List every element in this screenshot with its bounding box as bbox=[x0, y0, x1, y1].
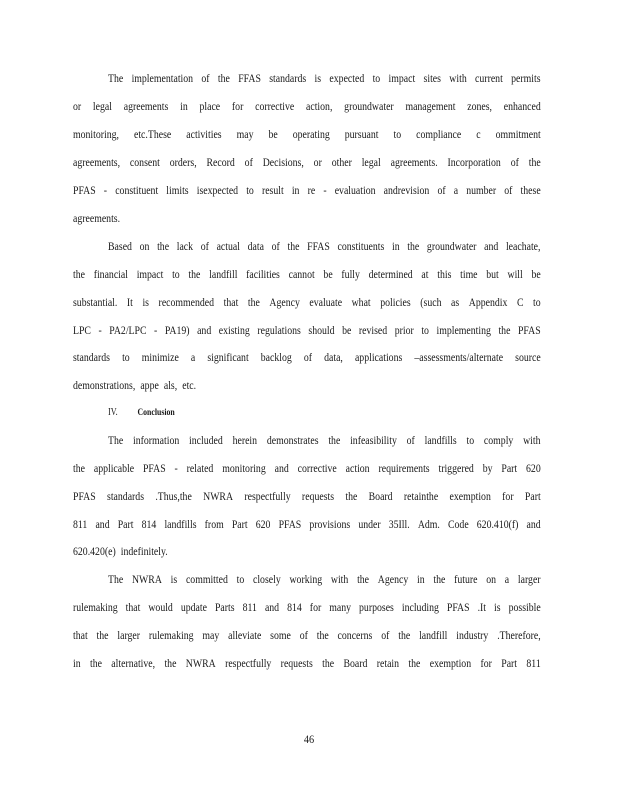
word: by bbox=[482, 463, 493, 475]
word: of bbox=[406, 435, 415, 447]
word: agreements, bbox=[73, 157, 121, 169]
word: consent bbox=[129, 157, 160, 169]
word: for bbox=[502, 491, 514, 503]
word: information bbox=[133, 435, 180, 447]
word: what bbox=[351, 297, 371, 309]
word: significant bbox=[207, 352, 249, 364]
word: the bbox=[96, 630, 109, 642]
text-line: agreements. bbox=[73, 213, 121, 225]
word: applications bbox=[354, 352, 403, 364]
word: alternative, bbox=[111, 658, 156, 670]
section-number: IV. bbox=[108, 407, 118, 418]
word: landfills bbox=[164, 519, 197, 531]
word: a bbox=[504, 574, 510, 586]
word: the bbox=[188, 269, 201, 281]
word: monitoring, bbox=[73, 129, 119, 141]
word: landfill bbox=[419, 630, 448, 642]
word: financial bbox=[93, 269, 128, 281]
word: with bbox=[449, 73, 467, 85]
word: PA19) bbox=[164, 325, 190, 337]
word: respectfully bbox=[225, 658, 272, 670]
word: to bbox=[122, 352, 130, 364]
word: that bbox=[125, 602, 141, 614]
word: a bbox=[453, 185, 459, 197]
word: corrective bbox=[255, 101, 295, 113]
word: Agency bbox=[269, 297, 300, 309]
text-line bbox=[73, 490, 541, 504]
word: - bbox=[323, 185, 327, 197]
word: the bbox=[357, 574, 370, 586]
word: standards bbox=[73, 352, 111, 364]
text-line bbox=[108, 434, 541, 448]
word: facilities bbox=[246, 269, 280, 281]
text-line bbox=[108, 573, 541, 587]
word: rulemaking bbox=[73, 602, 118, 614]
word: agreements. bbox=[390, 157, 438, 169]
word: standards bbox=[269, 73, 307, 85]
word: but bbox=[486, 269, 499, 281]
word: the bbox=[89, 658, 102, 670]
text-line bbox=[73, 351, 541, 365]
word: implementation bbox=[131, 73, 194, 85]
word: landfills bbox=[424, 435, 457, 447]
word: requirements bbox=[378, 463, 430, 475]
word: pursuant bbox=[344, 129, 379, 141]
word: 811 bbox=[526, 658, 541, 670]
word: NWRA bbox=[131, 574, 162, 586]
word: the bbox=[322, 658, 335, 670]
text-line bbox=[108, 240, 541, 254]
word: or bbox=[313, 157, 322, 169]
word: concerns bbox=[337, 630, 373, 642]
text-line bbox=[108, 72, 541, 86]
word: Appendix bbox=[468, 297, 508, 309]
word: number bbox=[466, 185, 497, 197]
word: may bbox=[202, 630, 220, 642]
word: many bbox=[329, 602, 352, 614]
word: of bbox=[437, 185, 446, 197]
text-line bbox=[73, 184, 541, 198]
word: (such bbox=[420, 297, 442, 309]
word: infeasibility bbox=[350, 435, 397, 447]
word: Code bbox=[447, 519, 469, 531]
word: the bbox=[164, 658, 177, 670]
word: requests bbox=[301, 491, 335, 503]
word: the bbox=[328, 435, 341, 447]
word: requests bbox=[280, 658, 313, 670]
word: triggered bbox=[438, 463, 474, 475]
word: respectfully bbox=[244, 491, 291, 503]
word: policies bbox=[380, 297, 411, 309]
word: to bbox=[393, 129, 402, 141]
word: PFAS bbox=[73, 491, 96, 503]
word: cannot bbox=[288, 269, 315, 281]
word: of bbox=[244, 157, 253, 169]
word: the bbox=[528, 157, 541, 169]
word: Part bbox=[501, 658, 518, 670]
word: substantial. bbox=[73, 297, 118, 309]
word: determined bbox=[368, 269, 413, 281]
word: prior bbox=[394, 325, 414, 337]
word: at bbox=[421, 269, 429, 281]
word: .It bbox=[477, 602, 487, 614]
word: on bbox=[139, 241, 150, 253]
word: be bbox=[268, 129, 278, 141]
word: compliance bbox=[416, 129, 462, 141]
word: Record bbox=[206, 157, 235, 169]
word: data bbox=[247, 241, 264, 253]
word: Part bbox=[231, 519, 248, 531]
word: It bbox=[126, 297, 133, 309]
word: .Thus,the bbox=[155, 491, 192, 503]
word: related bbox=[186, 463, 214, 475]
word: PFAS bbox=[73, 185, 96, 197]
word: 811 bbox=[242, 602, 257, 614]
word: be bbox=[531, 269, 541, 281]
word: The bbox=[108, 574, 124, 586]
word: as bbox=[451, 297, 460, 309]
word: the bbox=[287, 241, 300, 253]
word: is bbox=[142, 297, 150, 309]
word: is bbox=[494, 602, 501, 614]
word: purposes bbox=[359, 602, 394, 614]
word: constituent bbox=[115, 185, 159, 197]
word: fully bbox=[341, 269, 360, 281]
word: the bbox=[433, 574, 446, 586]
word: - bbox=[154, 325, 158, 337]
word: this bbox=[437, 269, 452, 281]
word: the bbox=[498, 325, 511, 337]
word: ommitment bbox=[495, 129, 541, 141]
word: Based bbox=[108, 241, 132, 253]
word: to bbox=[466, 435, 475, 447]
word: update bbox=[180, 602, 207, 614]
word: orders, bbox=[169, 157, 197, 169]
text-line bbox=[73, 156, 541, 170]
word: closely bbox=[252, 574, 281, 586]
word: of bbox=[201, 73, 210, 85]
word: in bbox=[417, 574, 425, 586]
word: retain bbox=[376, 658, 400, 670]
word: recommended bbox=[158, 297, 215, 309]
word: re bbox=[307, 185, 316, 197]
word: to bbox=[236, 574, 245, 586]
word: action, bbox=[306, 101, 333, 113]
word: 35Ill. bbox=[388, 519, 410, 531]
word: the bbox=[247, 297, 260, 309]
word: larger bbox=[117, 630, 141, 642]
word: expected bbox=[329, 73, 365, 85]
word: comply bbox=[483, 435, 514, 447]
word: place bbox=[199, 101, 221, 113]
word: larger bbox=[517, 574, 541, 586]
word: a bbox=[190, 352, 196, 364]
word: 814 bbox=[141, 519, 157, 531]
text-line bbox=[73, 100, 541, 114]
word: will bbox=[507, 269, 523, 281]
word: groundwater bbox=[426, 241, 477, 253]
word: corrective bbox=[297, 463, 337, 475]
text-line bbox=[73, 268, 541, 282]
word: of bbox=[381, 630, 390, 642]
word: may bbox=[236, 129, 254, 141]
word: these bbox=[520, 185, 541, 197]
word: minimize bbox=[141, 352, 179, 364]
word: is bbox=[170, 574, 178, 586]
word: permits bbox=[511, 73, 541, 85]
text-line: demonstrations, appe als, etc. bbox=[73, 380, 197, 392]
word: in bbox=[73, 658, 81, 670]
text-line: 620.420(e) indefinitely. bbox=[73, 546, 168, 558]
word: legal bbox=[361, 157, 381, 169]
word: included bbox=[189, 435, 223, 447]
word: existing bbox=[218, 325, 250, 337]
word: data, bbox=[324, 352, 343, 364]
word: current bbox=[475, 73, 503, 85]
word: future bbox=[454, 574, 478, 586]
word: enhanced bbox=[503, 101, 541, 113]
word: Part bbox=[117, 519, 134, 531]
word: that bbox=[223, 297, 239, 309]
word: - bbox=[98, 325, 102, 337]
word: evaluation bbox=[334, 185, 376, 197]
word: provisions bbox=[309, 519, 351, 531]
word: possible bbox=[508, 602, 541, 614]
word: on bbox=[486, 574, 497, 586]
text-line bbox=[73, 601, 541, 615]
word: landfill bbox=[209, 269, 238, 281]
word: with bbox=[523, 435, 541, 447]
word: and bbox=[264, 602, 280, 614]
word: impact bbox=[136, 269, 164, 281]
word: including bbox=[401, 602, 439, 614]
word: etc.These bbox=[133, 129, 172, 141]
word: PA2/LPC bbox=[109, 325, 147, 337]
word: actual bbox=[216, 241, 240, 253]
word: and bbox=[526, 519, 541, 531]
word: LPC bbox=[73, 325, 91, 337]
word: 814 bbox=[287, 602, 302, 614]
word: NWRA bbox=[203, 491, 234, 503]
word: to bbox=[172, 269, 180, 281]
word: the bbox=[316, 630, 329, 642]
section-title: Conclusion bbox=[137, 408, 175, 418]
word: impact bbox=[388, 73, 416, 85]
word: of bbox=[271, 241, 280, 253]
word: be bbox=[323, 269, 333, 281]
text-line bbox=[73, 518, 541, 532]
word: result bbox=[261, 185, 284, 197]
word: backlog bbox=[260, 352, 292, 364]
section-heading bbox=[108, 406, 175, 420]
word: the bbox=[73, 269, 85, 281]
word: under bbox=[358, 519, 381, 531]
word: Board bbox=[368, 491, 393, 503]
word: in bbox=[291, 185, 300, 197]
word: of bbox=[200, 241, 209, 253]
word: C bbox=[516, 297, 524, 309]
word: time bbox=[460, 269, 478, 281]
word: of bbox=[510, 157, 519, 169]
word: and bbox=[274, 463, 289, 475]
word: is bbox=[314, 73, 322, 85]
word: Parts bbox=[214, 602, 235, 614]
word: committed bbox=[185, 574, 228, 586]
word: with bbox=[330, 574, 349, 586]
word: NWRA bbox=[185, 658, 216, 670]
word: from bbox=[204, 519, 224, 531]
word: PFAS bbox=[278, 519, 302, 531]
word: to bbox=[372, 73, 381, 85]
word: demonstrates bbox=[266, 435, 319, 447]
word: exemption bbox=[429, 658, 472, 670]
text-line bbox=[73, 629, 541, 643]
word: Part bbox=[524, 491, 541, 503]
word: The bbox=[108, 435, 124, 447]
word: the bbox=[408, 658, 421, 670]
word: retainthe bbox=[403, 491, 439, 503]
word: industry bbox=[456, 630, 489, 642]
word: - bbox=[174, 463, 178, 475]
word: other bbox=[331, 157, 352, 169]
word: and bbox=[95, 519, 110, 531]
word: evaluate bbox=[309, 297, 343, 309]
word: PFAS bbox=[446, 602, 470, 614]
word: in bbox=[391, 241, 400, 253]
word: The bbox=[108, 73, 124, 85]
word: 811 bbox=[73, 519, 88, 531]
word: Incorporation bbox=[447, 157, 501, 169]
word: and bbox=[484, 241, 499, 253]
word: activities bbox=[186, 129, 222, 141]
word: to bbox=[246, 185, 254, 197]
word: rulemaking bbox=[148, 630, 194, 642]
word: Board bbox=[343, 658, 368, 670]
word: limits bbox=[166, 185, 189, 197]
word: Part bbox=[501, 463, 518, 475]
word: .Therefore, bbox=[497, 630, 541, 642]
word: some bbox=[270, 630, 291, 642]
word: revised bbox=[358, 325, 388, 337]
word: 620 bbox=[526, 463, 541, 475]
word: FFAS bbox=[307, 241, 330, 253]
word: implementing bbox=[436, 325, 491, 337]
word: sites bbox=[423, 73, 441, 85]
word: alleviate bbox=[228, 630, 262, 642]
word: PFAS bbox=[142, 463, 166, 475]
word: isexpected bbox=[196, 185, 239, 197]
word: action bbox=[345, 463, 370, 475]
word: monitoring bbox=[222, 463, 266, 475]
word: management bbox=[405, 101, 456, 113]
word: Agency bbox=[377, 574, 409, 586]
word: would bbox=[148, 602, 173, 614]
word: - bbox=[103, 185, 108, 197]
word: 620 bbox=[255, 519, 271, 531]
word: –assessments/alternate bbox=[414, 352, 504, 364]
word: standards bbox=[107, 491, 145, 503]
text-line bbox=[73, 324, 541, 338]
word: constituents bbox=[337, 241, 385, 253]
word: to bbox=[533, 297, 541, 309]
text-line bbox=[73, 657, 541, 671]
word: the bbox=[398, 630, 411, 642]
word: be bbox=[342, 325, 352, 337]
word: andrevision bbox=[383, 185, 430, 197]
word: c bbox=[476, 129, 481, 141]
word: should bbox=[308, 325, 335, 337]
word: working bbox=[289, 574, 323, 586]
word: 620.410(f) bbox=[476, 519, 519, 531]
word: the bbox=[73, 463, 85, 475]
word: source bbox=[515, 352, 541, 364]
word: and bbox=[197, 325, 212, 337]
word: of bbox=[303, 352, 313, 364]
word: the bbox=[407, 241, 420, 253]
word: of bbox=[299, 630, 308, 642]
word: zones, bbox=[467, 101, 493, 113]
word: or bbox=[73, 101, 82, 113]
word: leachate, bbox=[505, 241, 541, 253]
word: for bbox=[480, 658, 492, 670]
word: Decisions, bbox=[262, 157, 304, 169]
word: to bbox=[421, 325, 429, 337]
word: that bbox=[73, 630, 88, 642]
word: FFAS bbox=[238, 73, 261, 85]
word: in bbox=[180, 101, 188, 113]
text-line bbox=[73, 128, 541, 142]
word: exemption bbox=[449, 491, 491, 503]
word: of bbox=[504, 185, 513, 197]
word: for bbox=[309, 602, 322, 614]
word: the bbox=[345, 491, 358, 503]
text-line bbox=[73, 462, 541, 476]
word: regulations bbox=[257, 325, 301, 337]
word: operating bbox=[292, 129, 330, 141]
word: lack bbox=[176, 241, 194, 253]
word: the bbox=[217, 73, 230, 85]
word: groundwater bbox=[344, 101, 394, 113]
word: for bbox=[231, 101, 244, 113]
word: herein bbox=[232, 435, 258, 447]
word: applicable bbox=[93, 463, 135, 475]
word: Adm. bbox=[417, 519, 440, 531]
word: legal bbox=[92, 101, 112, 113]
word: the bbox=[157, 241, 170, 253]
text-line bbox=[73, 296, 541, 310]
page-number: 46 bbox=[303, 734, 315, 746]
word: PFAS bbox=[517, 325, 541, 337]
word: agreements bbox=[123, 101, 169, 113]
